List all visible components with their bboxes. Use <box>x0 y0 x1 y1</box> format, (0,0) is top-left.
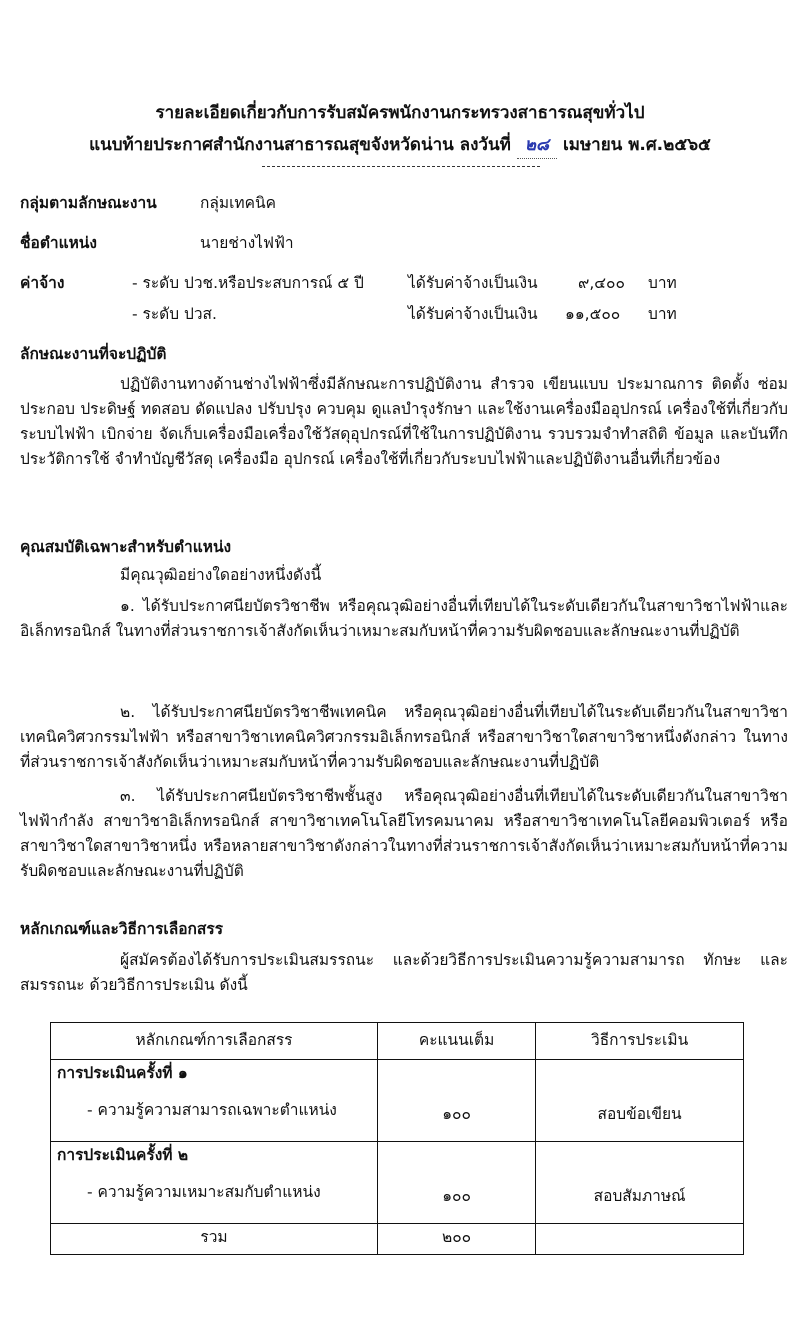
score-cell: ๑๐๐ <box>378 1060 536 1142</box>
criteria-item: - ความรู้ความเหมาะสมกับตำแหน่ง <box>87 1183 321 1202</box>
total-score: ๒๐๐ <box>378 1224 536 1255</box>
table-header: คะแนนเต็ม <box>378 1023 536 1060</box>
group-row <box>20 192 790 215</box>
document-title: รายละเอียดเกี่ยวกับการรับสมัครพนักงานกระทรวงสาธารณสุขทั่วไป <box>155 103 645 123</box>
criteria-group: การประเมินครั้งที่ ๑ <box>57 1064 188 1082</box>
total-method-empty <box>536 1224 744 1255</box>
divider-line <box>262 166 540 167</box>
qualification-item-3: ๓. ได้รับประกาศนียบัตรวิชาชีพชั้นสูง หรือคุณวุฒิอย่างอื่นที่เทียบได้ในระดับเดียวกันในสาขาวิชาไฟฟ้ากำลัง สาขาวิชาอิเล็กทรอนิกส์ สาขาวิชาเทคโนโลยีโทรคมนาคม หรือสาขาวิชาเทคโนโลยีคอมพิวเตอร์ หรือสาขาวิชาใดสาขาวิชาหนึ่ง หรือหลายสาขาวิชาดังกล่าวในทางที่ส่วนราชการเจ้าสังกัดเห็นว่าเหมาะสมกับหน้าที่ความรับผิดชอบและลักษณะงานที่ปฏิบัติ <box>20 787 788 881</box>
criteria-cell <box>51 1142 378 1224</box>
wage-amount: ๑๑,๕๐๐ <box>565 305 621 323</box>
total-label: รวม <box>51 1224 378 1255</box>
table-total-row <box>51 1224 744 1255</box>
qualification-item-2: ๒. ได้รับประกาศนียบัตรวิชาชีพเทคนิค หรือคุณวุฒิอย่างอื่นที่เทียบได้ในระดับเดียวกันในสาขาวิชาเทคนิควิศวกรรมไฟฟ้า หรือสาขาวิชาเทคนิควิศวกรรมอิเล็กทรอนิกส์ หรือสาขาวิชาใดสาขาวิชาหนึ่งดังกล่าว ในทางที่ส่วนราชการเจ้าสังกัดเห็นว่าเหมาะสมกับหน้าที่ความรับผิดชอบและลักษณะงานที่ปฏิบัติ <box>20 703 788 772</box>
wage-text: ได้รับค่าจ้างเป็นเงิน <box>408 274 538 292</box>
document-subtitle <box>0 132 800 159</box>
table-header: หลักเกณฑ์การเลือกสรร <box>51 1023 378 1060</box>
qualification-item-1: ๑. ได้รับประกาศนียบัตรวิชาชีพ หรือคุณวุฒิอย่างอื่นที่เทียบได้ในระดับเดียวกันในสาขาวิชาไฟฟ้าและอิเล็กทรอนิกส์ ในทางที่ส่วนราชการเจ้าสังกัดเห็นว่าเหมาะสมกับหน้าที่ความรับผิดชอบและลักษณะงานที่ปฏิบัติ <box>20 597 788 641</box>
selection-criteria-table <box>50 1022 744 1255</box>
wage-text: ได้รับค่าจ้างเป็นเงิน <box>408 305 538 323</box>
table-header-row <box>51 1023 744 1060</box>
wage-unit: บาท <box>648 305 677 323</box>
qualifications-intro: มีคุณวุฒิอย่างใดอย่างหนึ่งดังนี้ <box>120 566 322 584</box>
table-row <box>51 1142 744 1224</box>
table-row <box>51 1060 744 1142</box>
handwritten-day: ๒๘ <box>517 132 557 159</box>
position-label: ชื่อตำแหน่ง <box>20 234 97 252</box>
method-cell: สอบข้อเขียน <box>536 1060 744 1142</box>
subtitle-suffix: เมษายน พ.ศ.๒๕๖๕ <box>562 135 711 155</box>
score-cell: ๑๐๐ <box>378 1142 536 1224</box>
duties-heading: ลักษณะงานที่จะปฏิบัติ <box>20 345 167 363</box>
duties-text: ปฏิบัติงานทางด้านช่างไฟฟ้าซึ่งมีลักษณะการปฏิบัติงาน สำรวจ เขียนแบบ ประมาณการ ติดตั้ง ซ่อม ประกอบ ประดิษฐ์ ทดสอบ ดัดแปลง ปรับปรุง ควบคุม ดูแลบำรุงรักษา และใช้งานเครื่องมืออุปกรณ์ เครื่องใช้ที่เกี่ยวกับระบบไฟฟ้า เบิกจ่าย จัดเก็บเครื่องมือเครื่องใช้วัสดุอุปกรณ์ที่ใช้ในการปฏิบัติงาน รวบรวมจำทำสถิติ ข้อมูล และบันทึกประวัติการใช้ จำทำบัญชีวัสดุ เครื่องมือ อุปกรณ์ เครื่องใช้ที่เกี่ยวกับระบบไฟฟ้าและปฏิบัติงานอื่นที่เกี่ยวข้อง <box>20 375 788 469</box>
group-value: กลุ่มเทคนิค <box>200 194 276 212</box>
table-header: วิธีการประเมิน <box>536 1023 744 1060</box>
subtitle-prefix: แนบท้ายประกาศสำนักงานสาธารณสุขจังหวัดน่าน ลงวันที่ <box>89 135 511 155</box>
criteria-group: การประเมินครั้งที่ ๒ <box>57 1146 189 1164</box>
criteria-item: - ความรู้ความสามารถเฉพาะตำแหน่ง <box>87 1101 337 1120</box>
method-cell: สอบสัมภาษณ์ <box>536 1142 744 1224</box>
criteria-cell <box>51 1060 378 1142</box>
wage-level: - ระดับ ปวช.หรือประสบการณ์ ๕ ปี <box>132 274 364 292</box>
group-label: กลุ่มตามลักษณะงาน <box>20 194 157 212</box>
wage-amount: ๙,๔๐๐ <box>578 274 625 292</box>
selection-heading: หลักเกณฑ์และวิธีการเลือกสรร <box>20 920 224 938</box>
selection-text: ผู้สมัครต้องได้รับการประเมินสมรรถนะ และด้วยวิธีการประเมินความรู้ความสามารถ ทักษะ และสมรรถนะ ด้วยวิธีการประเมิน ดังนี้ <box>20 951 788 995</box>
wage-label: ค่าจ้าง <box>20 274 65 292</box>
wage-unit: บาท <box>648 274 677 292</box>
qualifications-heading: คุณสมบัติเฉพาะสำหรับตำแหน่ง <box>20 538 232 556</box>
wage-level: - ระดับ ปวส. <box>132 305 217 323</box>
position-row <box>20 232 790 255</box>
position-value: นายช่างไฟฟ้า <box>200 234 294 252</box>
